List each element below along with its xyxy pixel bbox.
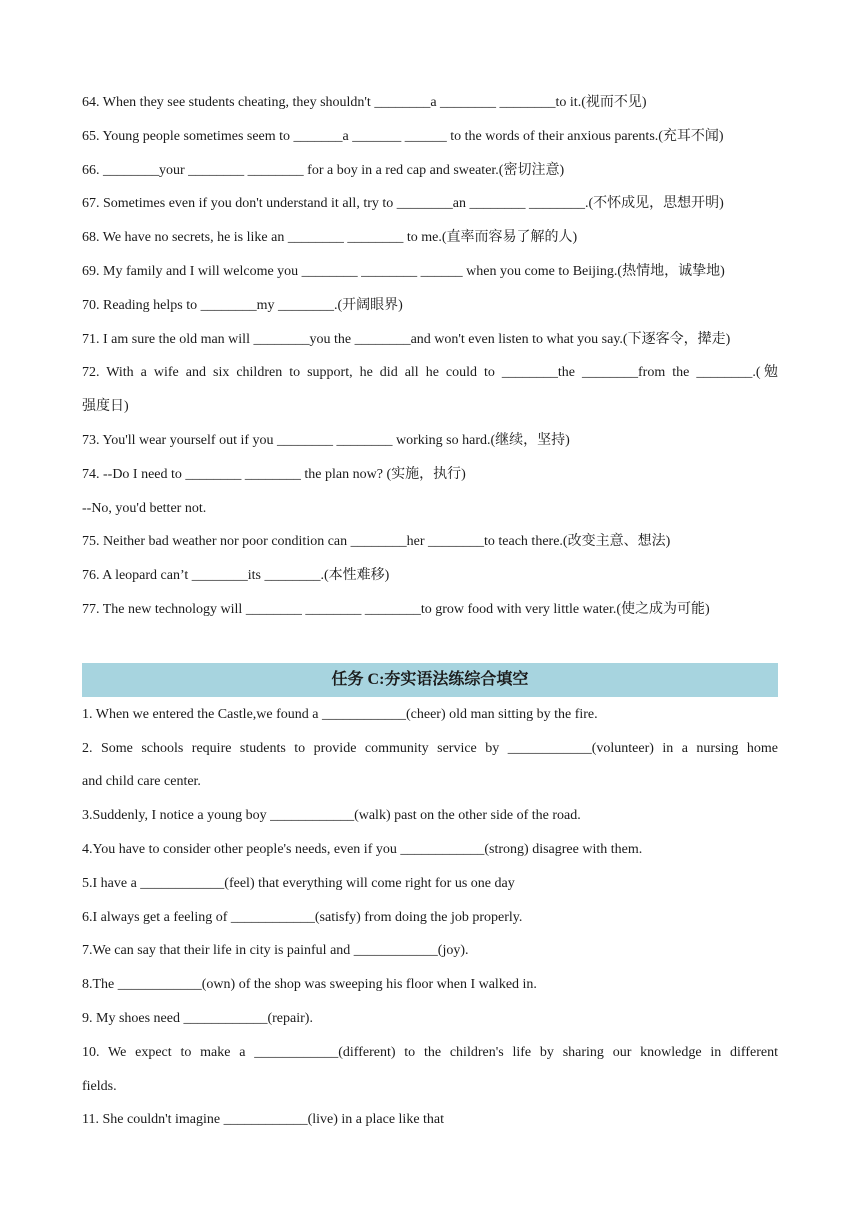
grammar-exercise-6: 6.I always get a feeling of ____________(satisfy) from doing the job properly.: [82, 909, 523, 925]
grammar-exercise-10: 10. We expect to make a ____________(different) to the children's life by sharing our knowledge in different: [82, 1044, 778, 1060]
exercise-69: 69. My family and I will welcome you ________ ________ ______ when you come to Beijing.(热情地，诚挚地): [82, 263, 725, 279]
exercise-77: 77. The new technology will ________ ________ ________to grow food with very little water.(使之成为可能): [82, 601, 710, 617]
exercise-64: 64. When they see students cheating, they shouldn't ________a ________ ________to it.(视而不见): [82, 95, 647, 110]
grammar-exercise-3: 3.Suddenly, I notice a young boy ____________(walk) past on the other side of the road.: [82, 808, 581, 824]
grammar-exercise-11: 11. She couldn't imagine ____________(live) in a place like that: [82, 1112, 445, 1128]
exercise-75: 75. Neither bad weather nor poor condition can ________her ________to teach there.(改变主意、想法): [82, 534, 671, 550]
exercise-73: 73. You'll wear yourself out if you ________ ________ working so hard.(继续，坚持): [82, 432, 570, 448]
section-c-header: 任务 C:夯实语法练综合填空: [82, 663, 778, 697]
exercise-71: 71. I am sure the old man will ________you the ________and won't even listen to what you say.(下逐客令，撵走): [82, 331, 731, 347]
exercise-74: 74. --Do I need to ________ ________ the plan now? (实施，执行): [82, 466, 466, 482]
exercise-72-continued: 强度日): [82, 399, 129, 415]
grammar-exercise-7: 7.We can say that their life in city is painful and ____________(joy).: [82, 943, 469, 959]
exercise-76: 76. A leopard can’t ________its ________.(本性难移): [82, 568, 390, 584]
exercise-72: 72. With a wife and six children to support, he did all he could to ________the ________from the ________.(勉: [82, 365, 778, 381]
exercise-67: 67. Sometimes even if you don't understand it all, try to ________an ________ ________.(不怀成见，思想开明): [82, 196, 724, 212]
section-a-exercises: [82, 86, 778, 627]
grammar-exercise-5: 5.I have a ____________(feel) that everything will come right for us one day: [82, 875, 515, 891]
exercise-65: 65. Young people sometimes seem to _______a _______ ______ to the words of their anxious parents.(充耳不闻): [82, 128, 724, 144]
grammar-exercise-4: 4.You have to consider other people's needs, even if you ____________(strong) disagree with them.: [82, 841, 643, 857]
grammar-exercise-8: 8.The ____________(own) of the shop was sweeping his floor when I walked in.: [82, 977, 537, 993]
grammar-exercise-1: 1. When we entered the Castle,we found a ____________(cheer) old man sitting by the fire.: [82, 706, 598, 722]
exercise-74-answer: --No, you'd better not.: [82, 500, 207, 516]
grammar-exercise-2-continued: and child care center.: [82, 774, 201, 790]
section-spacer: [82, 627, 778, 663]
grammar-exercise-10-continued: fields.: [82, 1078, 117, 1094]
section-c-exercises: [82, 698, 778, 1137]
exercise-66: 66. ________your ________ ________ for a boy in a red cap and sweater.(密切注意): [82, 162, 565, 178]
worksheet-page: [82, 86, 778, 1137]
grammar-exercise-9: 9. My shoes need ____________(repair).: [82, 1010, 313, 1026]
exercise-68: 68. We have no secrets, he is like an ________ ________ to me.(直率而容易了解的人): [82, 230, 578, 246]
grammar-exercise-2: 2. Some schools require students to provide community service by ____________(volunteer) in a nursing home: [82, 740, 778, 756]
exercise-70: 70. Reading helps to ________my ________.(开阔眼界): [82, 297, 403, 313]
